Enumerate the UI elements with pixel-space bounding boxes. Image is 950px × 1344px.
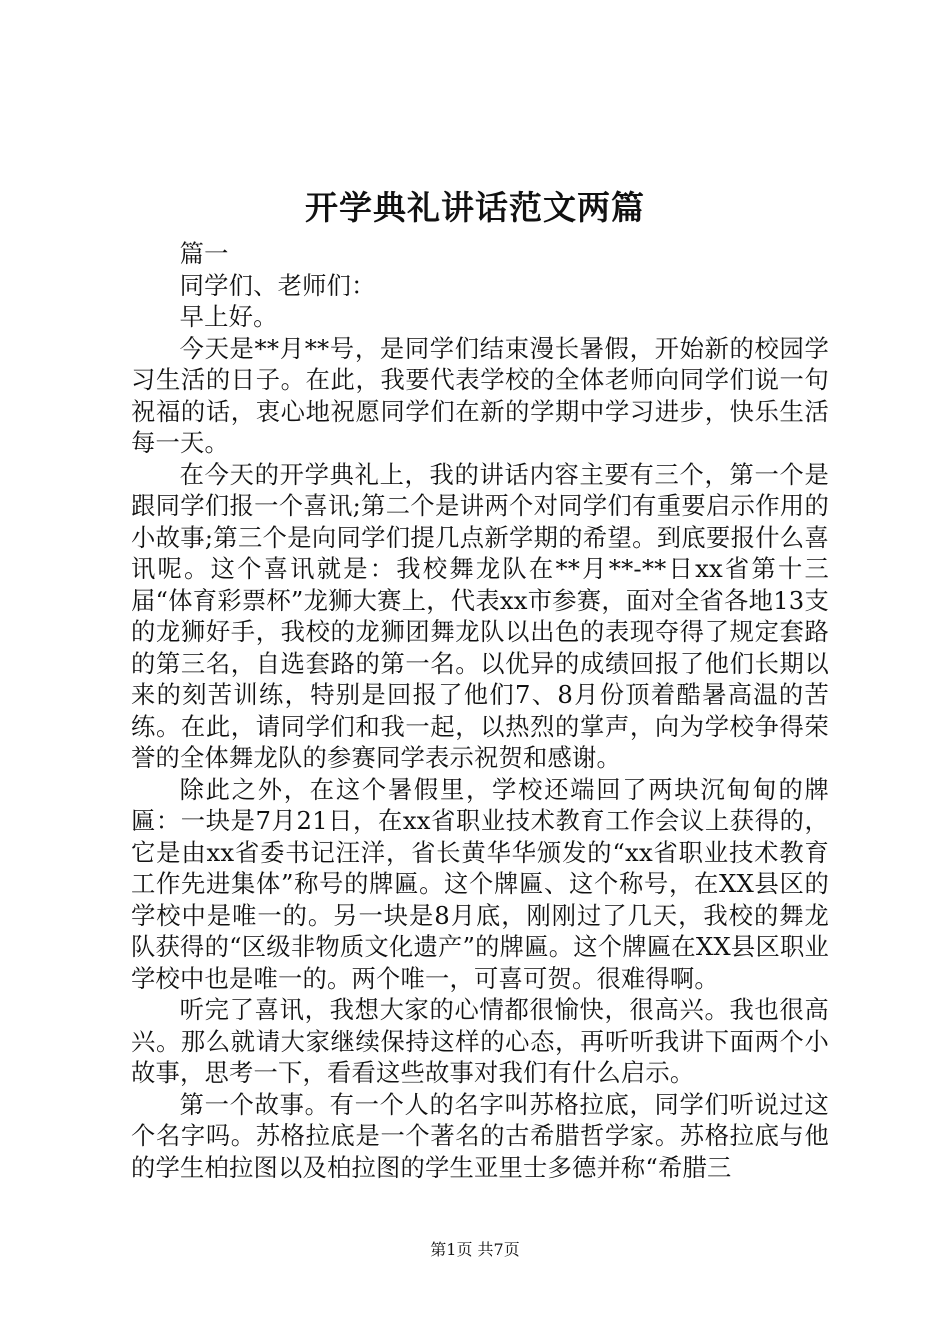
paragraph: 听完了喜讯，我想大家的心情都很愉快，很高兴。我也很高兴。那么就请大家继续保持这样的心态，再听听我讲下面两个小故事，思考一下，看看这些故事对我们有什么启示。	[131, 995, 829, 1087]
paragraph-heading: 篇一	[179, 239, 229, 268]
paragraph: 在今天的开学典礼上，我的讲话内容主要有三个，第一个是跟同学们报一个喜讯;第二个是讲两个对同学们有重要启示作用的小故事;第三个是向同学们提几点新学期的希望。到底要报什么喜讯呢。这个喜讯就是：我校舞龙队在**月**-**日xx省第十三届“体育彩票杯”龙狮大赛上，代表xx市参赛，面对全省各地13支的龙狮好手，我校的龙狮团舞龙队以出色的表现夺得了规定套路的第三名，自选套路的第一名。以优异的成绩回报了他们长期以来的刻苦训练，特别是回报了他们7、8月份顶着酷暑高温的苦练。在此，请同学们和我一起，以热烈的掌声，向为学校争得荣誉的全体舞龙队的参赛同学表示祝贺和感谢。	[131, 459, 829, 772]
document-body	[131, 238, 829, 1183]
page-footer: 第1页 共7页	[430, 1240, 520, 1259]
paragraph: 除此之外，在这个暑假里，学校还端回了两块沉甸甸的牌匾：一块是7月21日，在xx省职业技术教育工作会议上获得的，它是由xx省委书记汪洋，省长黄华华颁发的“xx省职业技术教育工作先进集体”称号的牌匾。这个牌匾、这个称号，在XX县区的学校中是唯一的。另一块是8月底，刚刚过了几天，我校的舞龙队获得的“区级非物质文化遗产”的牌匾。这个牌匾在XX县区职业学校中也是唯一的。两个唯一，可喜可贺。很难得啊。	[131, 774, 829, 993]
paragraph-salutation: 同学们、老师们：	[179, 270, 376, 300]
paragraph: 第一个故事。有一个人的名字叫苏格拉底，同学们听说过这个名字吗。苏格拉底是一个著名的古希腊哲学家。苏格拉底与他的学生柏拉图以及柏拉图的学生亚里士多德并称“希腊三	[131, 1089, 829, 1182]
paragraph: 今天是**月**号，是同学们结束漫长暑假，开始新的校园学习生活的日子。在此，我要代表学校的全体老师向同学们说一句祝福的话，衷心地祝愿同学们在新的学期中学习进步，快乐生活每一天。	[131, 333, 829, 457]
document-title: 开学典礼讲话范文两篇	[305, 188, 645, 227]
paragraph-greeting: 早上好。	[179, 302, 278, 331]
